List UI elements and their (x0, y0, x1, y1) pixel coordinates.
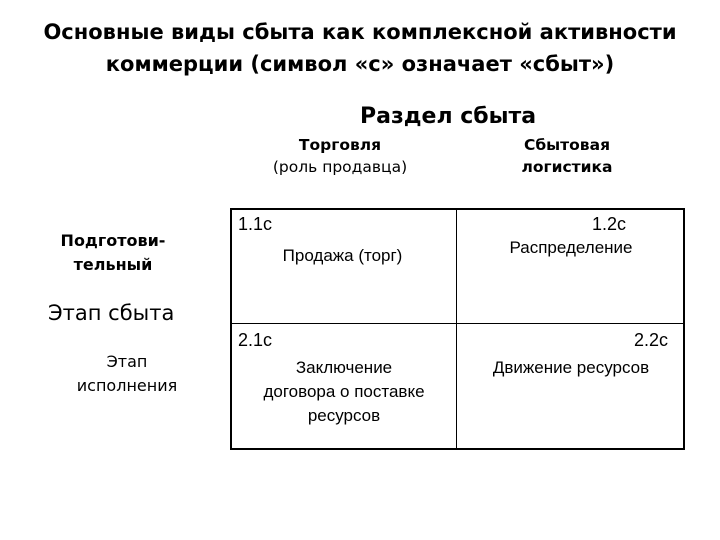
column-header-trade (240, 134, 440, 178)
cell-2-2-code: 2.2с (634, 330, 669, 350)
cell-1-2-code: 1.2с (592, 214, 627, 234)
column-header-logistics (492, 134, 642, 178)
cell-1-1-code: 1.1с (238, 214, 273, 234)
row-label-execution-line2: исполнения (76, 376, 178, 395)
cell-1-2-text: Распределение (509, 238, 633, 257)
cell-2-1-line1: Заключение (295, 358, 393, 377)
diagram-title: Основные виды сбыта как комплексной активности коммерции (символ «с» означает «сбыт») (43, 20, 677, 76)
matrix-vertical-divider (456, 208, 457, 450)
row-label-preparatory-line2: тельный (73, 255, 153, 274)
column-header-logistics-line1: Сбытовая (523, 136, 611, 154)
cell-2-1-line3: ресурсов (307, 406, 381, 425)
cell-2-1-line2: договора о поставке (263, 382, 425, 401)
cell-1-1-text: Продажа (торг) (282, 246, 403, 265)
stage-label: Этап сбыта (48, 301, 175, 325)
column-header-trade-line1: Торговля (298, 136, 382, 154)
column-header-trade-line2: (роль продавца) (272, 158, 408, 176)
row-label-preparatory (28, 229, 198, 277)
row-label-execution (42, 350, 212, 398)
matrix-horizontal-divider (230, 323, 685, 324)
column-header-logistics-line2: логистика (521, 158, 613, 176)
cell-2-1-text (235, 356, 453, 428)
row-label-preparatory-line1: Подготови- (60, 231, 166, 250)
cell-2-1-code: 2.1с (238, 330, 273, 350)
cell-2-2-text: Движение ресурсов (492, 358, 650, 377)
section-title: Раздел сбыта (360, 104, 537, 129)
row-label-execution-line1: Этап (106, 352, 148, 371)
